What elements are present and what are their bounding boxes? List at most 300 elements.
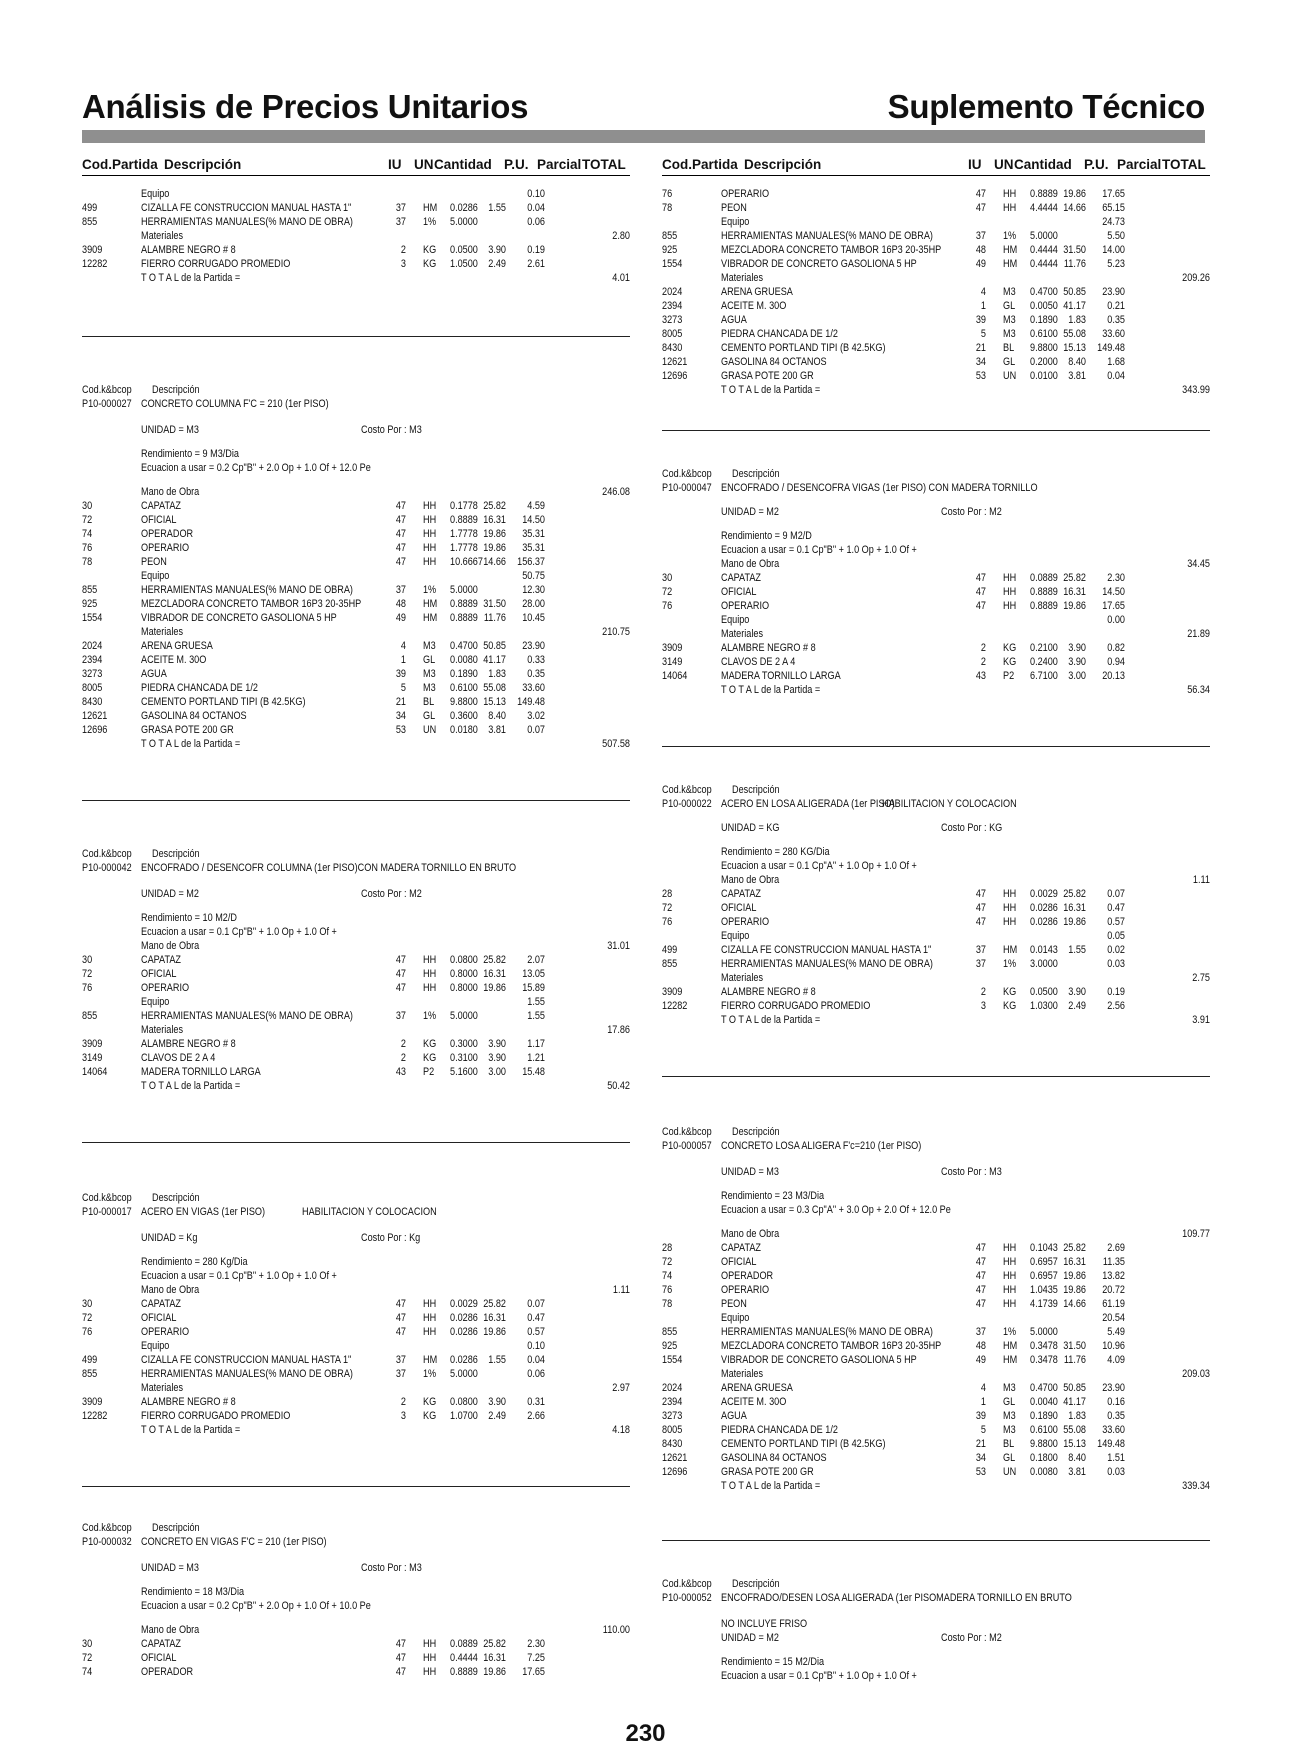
item-partial: 2.30 [527, 1638, 546, 1650]
item-iu: 49 [975, 1354, 987, 1366]
item-partial: 0.04 [527, 202, 546, 214]
item-partial: 17.65 [1102, 188, 1126, 200]
item-code: 74 [82, 528, 93, 540]
item-unit: M3 [422, 640, 436, 652]
item-iu: 3 [400, 258, 407, 270]
codbcop-label: Cod.k&bcop [662, 1126, 712, 1138]
item-quantity: 10.6667 [449, 556, 483, 568]
item-description: OPERADOR [140, 1666, 194, 1678]
item-unit-price: 2.49 [1068, 1000, 1087, 1012]
item-code: 855 [82, 1010, 98, 1022]
item-unit: HH [422, 1666, 437, 1678]
item-partial: 0.04 [527, 1354, 546, 1366]
item-partial: 2.56 [1107, 1000, 1126, 1012]
unidad: UNIDAD = M3 [720, 1166, 779, 1178]
item-unit: BL [1002, 1438, 1015, 1450]
item-unit-price: 25.82 [483, 1298, 507, 1310]
item-iu: 1 [980, 1396, 987, 1408]
note-text: Ecuacion a usar = 0.3 Cp"A" + 3.0 Op + 2.0 Of + 12.0 Pe [720, 1204, 951, 1216]
item-description: ARENA GRUESA [140, 640, 213, 652]
item-iu: 37 [395, 1368, 407, 1380]
section-divider [662, 1540, 1210, 1541]
column-header-total: TOTAL [1162, 157, 1206, 172]
item-partial: 0.21 [1107, 300, 1126, 312]
item-iu: 47 [975, 916, 987, 928]
partida-extra: HABILITACION Y COLOCACION [301, 1206, 437, 1218]
item-description: ARENA GRUESA [720, 1382, 793, 1394]
item-quantity: 0.2000 [1029, 356, 1058, 368]
item-unit: 1% [422, 1010, 437, 1022]
column-header-desc: Descripción [744, 157, 822, 172]
item-unit: HM [422, 598, 438, 610]
item-code: 76 [662, 188, 673, 200]
item-code: 76 [82, 982, 93, 994]
item-unit: HM [1002, 1340, 1018, 1352]
item-quantity: 0.0029 [1029, 888, 1058, 900]
partida-description: CONCRETO EN VIGAS F'C = 210 (1er PISO) [140, 1536, 327, 1548]
item-code: 78 [662, 1298, 673, 1310]
item-description: ALAMBRE NEGRO # 8 [720, 642, 816, 654]
item-iu: 47 [975, 202, 987, 214]
item-partial: 13.05 [522, 968, 546, 980]
item-code: 72 [82, 968, 93, 980]
item-unit-price: 41.17 [1063, 1396, 1087, 1408]
costo-por [941, 822, 1002, 834]
item-description: VIBRADOR DE CONCRETO GASOLIONA 5 HP [140, 612, 337, 624]
note-text: Rendimiento = 15 M2/Dia [720, 1656, 825, 1668]
item-unit-price: 19.86 [483, 542, 507, 554]
item-code: 76 [82, 542, 93, 554]
item-iu: 1 [980, 300, 987, 312]
partida-code: P10-000047 [662, 482, 712, 494]
item-iu: 48 [395, 598, 407, 610]
item-partial: 20.13 [1102, 670, 1126, 682]
item-partial: 1.55 [527, 1010, 546, 1022]
item-iu: 47 [975, 1284, 987, 1296]
item-partial: 2.07 [527, 954, 546, 966]
item-iu: 34 [975, 356, 987, 368]
descripcion-label: Descripción [731, 1126, 780, 1138]
item-code: 855 [662, 958, 678, 970]
item-iu: 5 [400, 682, 407, 694]
item-quantity: 0.1890 [1029, 314, 1058, 326]
item-unit-price: 15.13 [483, 696, 507, 708]
descripcion-label: Descripción [731, 1578, 780, 1590]
item-description: OFICIAL [140, 514, 177, 526]
item-iu: 47 [975, 902, 987, 914]
item-quantity: 0.0286 [449, 1354, 478, 1366]
item-code: 925 [662, 1340, 678, 1352]
item-unit: HM [422, 202, 438, 214]
item-quantity: 0.0143 [1029, 944, 1058, 956]
item-iu: 47 [975, 600, 987, 612]
item-unit-price: 25.82 [1063, 1242, 1087, 1254]
note-text: Rendimiento = 18 M3/Dia [140, 1586, 245, 1598]
item-description: VIBRADOR DE CONCRETO GASOLIONA 5 HP [720, 1354, 917, 1366]
item-unit: HH [422, 968, 437, 980]
item-description: GASOLINA 84 OCTANOS [720, 1452, 827, 1464]
costo-por-unit: M2 [989, 1632, 1002, 1644]
item-description: ALAMBRE NEGRO # 8 [140, 244, 236, 256]
item-partial: 28.00 [522, 598, 546, 610]
item-iu: 2 [980, 656, 987, 668]
item-quantity: 1.0700 [449, 1410, 478, 1422]
item-description: OPERARIO [720, 1284, 770, 1296]
item-partial: 0.82 [1107, 642, 1126, 654]
item-unit: HH [1002, 902, 1017, 914]
item-quantity: 0.0286 [449, 1312, 478, 1324]
item-unit-price: 25.82 [483, 500, 507, 512]
item-quantity: 1.0300 [1029, 1000, 1058, 1012]
item-total: 343.99 [1182, 384, 1210, 396]
item-quantity: 0.4700 [449, 640, 478, 652]
costo-por-unit: Kg [409, 1232, 421, 1244]
item-code: 925 [82, 598, 98, 610]
item-partial: 1.51 [1107, 1452, 1126, 1464]
note-text: Rendimiento = 9 M3/Dia [140, 448, 239, 460]
partida-description: ACERO EN LOSA ALIGERADA (1er PISO) [720, 798, 895, 810]
item-quantity: 5.0000 [449, 1368, 478, 1380]
column-header-cod: Cod.Partida [662, 157, 738, 172]
item-unit: HM [422, 612, 438, 624]
item-partial: 4.59 [527, 500, 546, 512]
partida-description: ENCOFRADO/DESEN LOSA ALIGERADA (1er PISOMADERA TORNILLO EN BRUTO [720, 1592, 1072, 1604]
item-quantity: 9.8800 [449, 696, 478, 708]
item-partial: 20.54 [1102, 1312, 1126, 1324]
item-unit-price: 3.00 [488, 1066, 507, 1078]
item-description: CAPATAZ [140, 954, 181, 966]
item-description: CAPATAZ [140, 1638, 181, 1650]
costo-por [361, 1562, 422, 1574]
section-divider [82, 800, 630, 801]
item-description: Mano de Obra [140, 1624, 200, 1636]
item-description: ACEITE M. 30O [720, 300, 787, 312]
item-total: 210.75 [602, 626, 630, 638]
item-code: 8005 [82, 682, 103, 694]
note-text: Ecuacion a usar = 0.1 Cp"B" + 1.0 Op + 1.0 Of + [140, 926, 337, 938]
item-partial: 2.30 [1107, 572, 1126, 584]
item-unit: M3 [1002, 1410, 1016, 1422]
item-unit: 1% [422, 216, 437, 228]
item-code: 12282 [82, 1410, 108, 1422]
item-description: PIEDRA CHANCADA DE 1/2 [720, 328, 838, 340]
item-code: 78 [82, 556, 93, 568]
right-column [662, 0, 1210, 1763]
item-quantity: 0.6957 [1029, 1270, 1058, 1282]
item-unit: HM [1002, 1354, 1018, 1366]
costo-por [941, 506, 1002, 518]
item-unit: M3 [1002, 328, 1016, 340]
item-quantity: 9.8800 [1029, 1438, 1058, 1450]
item-description: OFICIAL [140, 968, 177, 980]
item-description: T O T A L de la Partida = [140, 1080, 241, 1092]
codbcop-label: Cod.k&bcop [82, 1522, 132, 1534]
unidad: UNIDAD = KG [720, 822, 780, 834]
item-unit: GL [1002, 356, 1016, 368]
item-unit: HH [1002, 916, 1017, 928]
item-description: Materiales [140, 626, 184, 638]
item-quantity: 0.0500 [449, 244, 478, 256]
item-quantity: 0.3478 [1029, 1354, 1058, 1366]
item-iu: 4 [400, 640, 407, 652]
item-iu: 47 [975, 188, 987, 200]
item-unit: GL [1002, 300, 1016, 312]
item-code: 2024 [662, 286, 683, 298]
item-code: 3149 [82, 1052, 103, 1064]
item-description: Materiales [720, 272, 764, 284]
item-iu: 21 [975, 1438, 987, 1450]
item-unit-price: 2.49 [488, 258, 507, 270]
item-description: Materiales [720, 1368, 764, 1380]
costo-por [361, 1232, 420, 1244]
item-code: 76 [662, 600, 673, 612]
item-quantity: 5.0000 [1029, 230, 1058, 242]
item-unit-price: 55.08 [1063, 1424, 1087, 1436]
item-code: 855 [82, 1368, 98, 1380]
item-partial: 14.00 [1102, 244, 1126, 256]
item-quantity: 0.8889 [449, 612, 478, 624]
item-unit: M3 [422, 668, 436, 680]
item-unit: KG [422, 1052, 437, 1064]
item-description: Equipo [140, 188, 170, 200]
item-unit: 1% [1002, 958, 1017, 970]
item-code: 855 [662, 1326, 678, 1338]
item-unit-price: 50.85 [1063, 1382, 1087, 1394]
item-unit-price: 1.55 [488, 202, 507, 214]
note-text: NO INCLUYE FRISO [720, 1618, 808, 1630]
item-partial: 23.90 [1102, 286, 1126, 298]
item-description: VIBRADOR DE CONCRETO GASOLIONA 5 HP [720, 258, 917, 270]
note-text: Rendimiento = 23 M3/Dia [720, 1190, 825, 1202]
item-unit-price: 3.90 [1068, 642, 1087, 654]
item-unit-price: 1.83 [1068, 314, 1087, 326]
item-quantity: 0.6100 [1029, 1424, 1058, 1436]
item-iu: 47 [395, 542, 407, 554]
item-description: Equipo [720, 1312, 750, 1324]
item-iu: 53 [395, 724, 407, 736]
item-description: AGUA [720, 1410, 747, 1422]
item-partial: 0.04 [1107, 370, 1126, 382]
item-partial: 15.48 [522, 1066, 546, 1078]
item-partial: 33.60 [1102, 1424, 1126, 1436]
item-unit-price: 31.50 [483, 598, 507, 610]
section-title: Suplemento Técnico [887, 88, 1205, 125]
item-unit: UN [422, 724, 437, 736]
item-iu: 2 [980, 986, 987, 998]
item-iu: 47 [975, 1298, 987, 1310]
item-quantity: 0.0800 [449, 954, 478, 966]
item-quantity: 0.2400 [1029, 656, 1058, 668]
item-description: PIEDRA CHANCADA DE 1/2 [720, 1424, 838, 1436]
item-code: 30 [662, 572, 673, 584]
item-quantity: 0.4444 [1029, 244, 1058, 256]
item-code: 12696 [82, 724, 108, 736]
item-code: 12282 [82, 258, 108, 270]
item-description: AGUA [140, 668, 167, 680]
item-quantity: 4.4444 [1029, 202, 1058, 214]
item-total: 56.34 [1187, 684, 1210, 696]
item-description: OPERARIO [140, 542, 190, 554]
codbcop-label: Cod.k&bcop [82, 848, 132, 860]
item-quantity: 0.0286 [1029, 902, 1058, 914]
item-unit: HH [422, 954, 437, 966]
item-code: 74 [662, 1270, 673, 1282]
item-description: Materiales [140, 230, 184, 242]
item-description: Equipo [720, 930, 750, 942]
note-text: Ecuacion a usar = 0.1 Cp"B" + 1.0 Op + 1.0 Of + [140, 1270, 337, 1282]
column-header-pu: P.U. [1084, 157, 1109, 172]
item-description: Equipo [140, 570, 170, 582]
item-unit: KG [1002, 1000, 1017, 1012]
descripcion-label: Descripción [151, 384, 200, 396]
item-description: OFICIAL [140, 1312, 177, 1324]
item-quantity: 4.1739 [1029, 1298, 1058, 1310]
item-code: 855 [662, 230, 678, 242]
item-iu: 2 [980, 642, 987, 654]
item-quantity: 0.1890 [449, 668, 478, 680]
item-description: Mano de Obra [140, 486, 200, 498]
partida-code: P10-000057 [662, 1140, 712, 1152]
item-quantity: 1.0435 [1029, 1284, 1058, 1296]
item-unit: HH [422, 528, 437, 540]
item-description: Mano de Obra [140, 1284, 200, 1296]
codbcop-label: Cod.k&bcop [662, 1578, 712, 1590]
note-text: Ecuacion a usar = 0.1 Cp"B" + 1.0 Op + 1.0 Of + [720, 544, 917, 556]
item-iu: 37 [395, 216, 407, 228]
note-text: Rendimiento = 10 M2/D [140, 912, 237, 924]
item-quantity: 0.6100 [449, 682, 478, 694]
item-unit: KG [422, 258, 437, 270]
item-iu: 37 [395, 584, 407, 596]
item-iu: 47 [395, 514, 407, 526]
section-divider [82, 1142, 630, 1143]
item-iu: 2 [400, 244, 407, 256]
item-description: HERRAMIENTAS MANUALES(% MANO DE OBRA) [140, 1368, 353, 1380]
note-text: Rendimiento = 9 M2/D [720, 530, 812, 542]
item-code: 8430 [82, 696, 103, 708]
item-partial: 0.47 [1107, 902, 1126, 914]
item-unit-price: 31.50 [1063, 1340, 1087, 1352]
item-partial: 2.61 [527, 258, 546, 270]
item-quantity: 0.4700 [1029, 1382, 1058, 1394]
item-code: 2024 [662, 1382, 683, 1394]
item-partial: 3.02 [527, 710, 546, 722]
item-unit: GL [422, 710, 436, 722]
item-unit: KG [422, 244, 437, 256]
item-unit-price: 25.82 [483, 954, 507, 966]
item-unit-price: 14.66 [1063, 1298, 1087, 1310]
page-number: 230 [625, 1720, 666, 1747]
item-unit: HH [1002, 888, 1017, 900]
item-quantity: 1.7778 [449, 528, 478, 540]
column-header-un: UN [414, 157, 434, 172]
partida-description: ACERO EN VIGAS (1er PISO) [140, 1206, 266, 1218]
item-description: OPERARIO [140, 982, 190, 994]
item-partial: 17.65 [1102, 600, 1126, 612]
item-quantity: 0.1043 [1029, 1242, 1058, 1254]
item-description: CAPATAZ [140, 1298, 181, 1310]
item-unit: HH [422, 1298, 437, 1310]
item-iu: 49 [395, 612, 407, 624]
item-unit-price: 3.81 [488, 724, 507, 736]
column-header-desc: Descripción [164, 157, 242, 172]
item-unit: HM [1002, 244, 1018, 256]
item-code: 1554 [662, 1354, 683, 1366]
item-iu: 5 [980, 1424, 987, 1436]
item-code: 72 [662, 902, 673, 914]
item-iu: 47 [395, 500, 407, 512]
item-iu: 4 [980, 286, 987, 298]
item-description: FIERRO CORRUGADO PROMEDIO [720, 1000, 871, 1012]
costo-por-label: Costo Por : [360, 1232, 407, 1244]
item-unit: P2 [422, 1066, 435, 1078]
item-unit-price: 50.85 [483, 640, 507, 652]
item-code: 3909 [82, 1396, 103, 1408]
item-quantity: 0.4444 [1029, 258, 1058, 270]
item-total: 110.00 [602, 1624, 630, 1636]
item-description: CIZALLA FE CONSTRUCCION MANUAL HASTA 1" [140, 1354, 352, 1366]
item-partial: 0.57 [1107, 916, 1126, 928]
item-total: 3.91 [1192, 1014, 1210, 1026]
item-unit-price: 11.76 [483, 612, 507, 624]
item-code: 14064 [82, 1066, 108, 1078]
item-description: HERRAMIENTAS MANUALES(% MANO DE OBRA) [720, 230, 933, 242]
item-partial: 0.19 [527, 244, 546, 256]
item-unit: HH [422, 556, 437, 568]
item-description: Mano de Obra [720, 558, 780, 570]
item-description: OFICIAL [140, 1652, 177, 1664]
item-description: OPERARIO [720, 600, 770, 612]
item-iu: 37 [975, 944, 987, 956]
item-quantity: 0.3000 [449, 1038, 478, 1050]
unidad: UNIDAD = M2 [720, 506, 779, 518]
costo-por-unit: M3 [409, 424, 422, 436]
item-iu: 39 [395, 668, 407, 680]
item-partial: 149.48 [1097, 342, 1126, 354]
item-code: 3149 [662, 656, 683, 668]
costo-por [941, 1632, 1002, 1644]
item-code: 855 [82, 584, 98, 596]
item-code: 2394 [662, 1396, 683, 1408]
item-quantity: 5.0000 [1029, 1326, 1058, 1338]
item-description: MADERA TORNILLO LARGA [720, 670, 841, 682]
item-description: ACEITE M. 30O [140, 654, 207, 666]
item-partial: 35.31 [522, 528, 546, 540]
costo-por-unit: M2 [409, 888, 422, 900]
item-quantity: 0.1800 [1029, 1452, 1058, 1464]
item-partial: 0.03 [1107, 1466, 1126, 1478]
item-iu: 47 [975, 572, 987, 584]
item-description: HERRAMIENTAS MANUALES(% MANO DE OBRA) [140, 1010, 353, 1022]
item-partial: 35.31 [522, 542, 546, 554]
partida-description: ENCOFRADO / DESENCOFR COLUMNA (1er PISO)CON MADERA TORNILLO EN BRUTO [140, 862, 517, 874]
item-unit-price: 16.31 [1063, 902, 1087, 914]
item-code: 2394 [82, 654, 103, 666]
partida-code: P10-000042 [82, 862, 132, 874]
item-quantity: 5.0000 [449, 216, 478, 228]
item-unit-price: 3.81 [1068, 370, 1087, 382]
item-unit: BL [422, 696, 435, 708]
item-description: OPERADOR [720, 1270, 774, 1282]
item-quantity: 0.3600 [449, 710, 478, 722]
item-description: CAPATAZ [720, 888, 761, 900]
item-code: 30 [82, 1638, 93, 1650]
item-code: 78 [662, 202, 673, 214]
item-partial: 24.73 [1102, 216, 1126, 228]
item-partial: 5.23 [1107, 258, 1126, 270]
column-header-pu: P.U. [504, 157, 529, 172]
item-iu: 47 [395, 1312, 407, 1324]
